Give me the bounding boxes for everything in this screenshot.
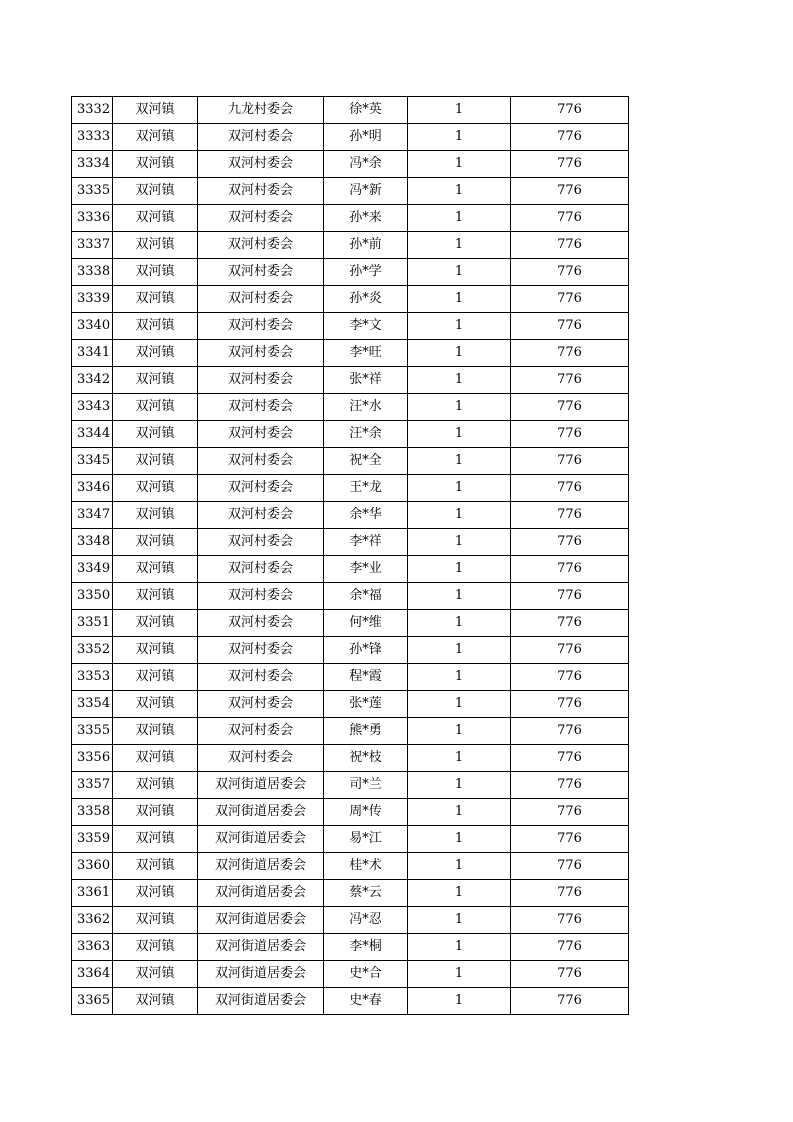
committee-cell: 双河村委会: [198, 664, 324, 691]
row-number-cell: 3358: [72, 799, 113, 826]
table-row: [72, 907, 629, 934]
name-cell: 蔡*云: [324, 880, 408, 907]
town-cell: 双河镇: [113, 151, 198, 178]
committee-cell: 双河村委会: [198, 502, 324, 529]
town-cell: 双河镇: [113, 691, 198, 718]
row-number-cell: 3364: [72, 961, 113, 988]
table-row: [72, 691, 629, 718]
committee-cell: 双河村委会: [198, 394, 324, 421]
table-row: [72, 637, 629, 664]
row-number-cell: 3349: [72, 556, 113, 583]
name-cell: 余*华: [324, 502, 408, 529]
table-row: [72, 124, 629, 151]
committee-cell: 双河村委会: [198, 529, 324, 556]
row-number-cell: 3345: [72, 448, 113, 475]
count-cell: 1: [408, 556, 511, 583]
row-number-cell: 3353: [72, 664, 113, 691]
amount-cell: 776: [511, 772, 629, 799]
amount-cell: 776: [511, 556, 629, 583]
name-cell: 祝*枝: [324, 745, 408, 772]
name-cell: 何*维: [324, 610, 408, 637]
town-cell: 双河镇: [113, 610, 198, 637]
count-cell: 1: [408, 853, 511, 880]
row-number-cell: 3355: [72, 718, 113, 745]
count-cell: 1: [408, 745, 511, 772]
count-cell: 1: [408, 529, 511, 556]
committee-cell: 双河村委会: [198, 205, 324, 232]
name-cell: 张*祥: [324, 367, 408, 394]
name-cell: 汪*水: [324, 394, 408, 421]
row-number-cell: 3354: [72, 691, 113, 718]
town-cell: 双河镇: [113, 529, 198, 556]
town-cell: 双河镇: [113, 340, 198, 367]
town-cell: 双河镇: [113, 583, 198, 610]
amount-cell: 776: [511, 151, 629, 178]
count-cell: 1: [408, 259, 511, 286]
committee-cell: 双河村委会: [198, 583, 324, 610]
count-cell: 1: [408, 97, 511, 124]
town-cell: 双河镇: [113, 880, 198, 907]
town-cell: 双河镇: [113, 259, 198, 286]
town-cell: 双河镇: [113, 745, 198, 772]
amount-cell: 776: [511, 664, 629, 691]
data-table: [71, 96, 629, 1015]
committee-cell: 双河村委会: [198, 232, 324, 259]
committee-cell: 双河街道居委会: [198, 961, 324, 988]
name-cell: 孙*炎: [324, 286, 408, 313]
town-cell: 双河镇: [113, 97, 198, 124]
row-number-cell: 3362: [72, 907, 113, 934]
town-cell: 双河镇: [113, 826, 198, 853]
committee-cell: 双河村委会: [198, 286, 324, 313]
committee-cell: 双河村委会: [198, 340, 324, 367]
committee-cell: 双河街道居委会: [198, 799, 324, 826]
amount-cell: 776: [511, 691, 629, 718]
name-cell: 孙*前: [324, 232, 408, 259]
count-cell: 1: [408, 286, 511, 313]
committee-cell: 双河村委会: [198, 124, 324, 151]
row-number-cell: 3344: [72, 421, 113, 448]
town-cell: 双河镇: [113, 502, 198, 529]
row-number-cell: 3343: [72, 394, 113, 421]
count-cell: 1: [408, 988, 511, 1015]
table-row: [72, 610, 629, 637]
count-cell: 1: [408, 340, 511, 367]
count-cell: 1: [408, 313, 511, 340]
row-number-cell: 3341: [72, 340, 113, 367]
amount-cell: 776: [511, 853, 629, 880]
name-cell: 孙*锋: [324, 637, 408, 664]
committee-cell: 双河村委会: [198, 259, 324, 286]
amount-cell: 776: [511, 934, 629, 961]
amount-cell: 776: [511, 718, 629, 745]
table-row: [72, 745, 629, 772]
committee-cell: 双河村委会: [198, 178, 324, 205]
count-cell: 1: [408, 772, 511, 799]
town-cell: 双河镇: [113, 718, 198, 745]
row-number-cell: 3365: [72, 988, 113, 1015]
count-cell: 1: [408, 178, 511, 205]
table-row: [72, 826, 629, 853]
table-row: [72, 853, 629, 880]
committee-cell: 双河村委会: [198, 718, 324, 745]
committee-cell: 双河村委会: [198, 556, 324, 583]
amount-cell: 776: [511, 232, 629, 259]
town-cell: 双河镇: [113, 907, 198, 934]
amount-cell: 776: [511, 475, 629, 502]
row-number-cell: 3342: [72, 367, 113, 394]
name-cell: 孙*学: [324, 259, 408, 286]
name-cell: 桂*术: [324, 853, 408, 880]
amount-cell: 776: [511, 124, 629, 151]
name-cell: 冯*忍: [324, 907, 408, 934]
count-cell: 1: [408, 826, 511, 853]
table-row: [72, 799, 629, 826]
committee-cell: 双河村委会: [198, 745, 324, 772]
amount-cell: 776: [511, 799, 629, 826]
committee-cell: 双河村委会: [198, 151, 324, 178]
town-cell: 双河镇: [113, 934, 198, 961]
row-number-cell: 3338: [72, 259, 113, 286]
count-cell: 1: [408, 448, 511, 475]
committee-cell: 双河村委会: [198, 691, 324, 718]
row-number-cell: 3335: [72, 178, 113, 205]
town-cell: 双河镇: [113, 799, 198, 826]
row-number-cell: 3351: [72, 610, 113, 637]
amount-cell: 776: [511, 988, 629, 1015]
count-cell: 1: [408, 502, 511, 529]
row-number-cell: 3339: [72, 286, 113, 313]
name-cell: 祝*全: [324, 448, 408, 475]
name-cell: 李*业: [324, 556, 408, 583]
count-cell: 1: [408, 664, 511, 691]
committee-cell: 双河街道居委会: [198, 826, 324, 853]
table-row: [72, 502, 629, 529]
committee-cell: 双河街道居委会: [198, 934, 324, 961]
name-cell: 李*祥: [324, 529, 408, 556]
row-number-cell: 3360: [72, 853, 113, 880]
committee-cell: 双河村委会: [198, 448, 324, 475]
name-cell: 史*春: [324, 988, 408, 1015]
amount-cell: 776: [511, 367, 629, 394]
amount-cell: 776: [511, 178, 629, 205]
town-cell: 双河镇: [113, 556, 198, 583]
count-cell: 1: [408, 934, 511, 961]
row-number-cell: 3350: [72, 583, 113, 610]
amount-cell: 776: [511, 826, 629, 853]
town-cell: 双河镇: [113, 394, 198, 421]
town-cell: 双河镇: [113, 178, 198, 205]
row-number-cell: 3347: [72, 502, 113, 529]
committee-cell: 双河街道居委会: [198, 772, 324, 799]
table-row: [72, 934, 629, 961]
name-cell: 张*莲: [324, 691, 408, 718]
count-cell: 1: [408, 691, 511, 718]
committee-cell: 双河街道居委会: [198, 853, 324, 880]
committee-cell: 双河村委会: [198, 475, 324, 502]
name-cell: 王*龙: [324, 475, 408, 502]
committee-cell: 双河村委会: [198, 367, 324, 394]
row-number-cell: 3361: [72, 880, 113, 907]
table-row: [72, 97, 629, 124]
count-cell: 1: [408, 961, 511, 988]
committee-cell: 双河村委会: [198, 313, 324, 340]
amount-cell: 776: [511, 448, 629, 475]
amount-cell: 776: [511, 583, 629, 610]
name-cell: 司*兰: [324, 772, 408, 799]
town-cell: 双河镇: [113, 367, 198, 394]
count-cell: 1: [408, 232, 511, 259]
table-row: [72, 583, 629, 610]
name-cell: 熊*勇: [324, 718, 408, 745]
committee-cell: 九龙村委会: [198, 97, 324, 124]
row-number-cell: 3333: [72, 124, 113, 151]
amount-cell: 776: [511, 97, 629, 124]
name-cell: 孙*来: [324, 205, 408, 232]
name-cell: 冯*新: [324, 178, 408, 205]
amount-cell: 776: [511, 880, 629, 907]
town-cell: 双河镇: [113, 772, 198, 799]
count-cell: 1: [408, 880, 511, 907]
town-cell: 双河镇: [113, 421, 198, 448]
committee-cell: 双河街道居委会: [198, 907, 324, 934]
row-number-cell: 3340: [72, 313, 113, 340]
amount-cell: 776: [511, 529, 629, 556]
committee-cell: 双河街道居委会: [198, 988, 324, 1015]
count-cell: 1: [408, 421, 511, 448]
table-row: [72, 718, 629, 745]
amount-cell: 776: [511, 745, 629, 772]
table-row: [72, 286, 629, 313]
committee-cell: 双河村委会: [198, 421, 324, 448]
count-cell: 1: [408, 205, 511, 232]
row-number-cell: 3352: [72, 637, 113, 664]
amount-cell: 776: [511, 961, 629, 988]
name-cell: 史*合: [324, 961, 408, 988]
amount-cell: 776: [511, 610, 629, 637]
name-cell: 汪*余: [324, 421, 408, 448]
town-cell: 双河镇: [113, 664, 198, 691]
name-cell: 李*文: [324, 313, 408, 340]
count-cell: 1: [408, 583, 511, 610]
row-number-cell: 3363: [72, 934, 113, 961]
town-cell: 双河镇: [113, 475, 198, 502]
table-row: [72, 556, 629, 583]
town-cell: 双河镇: [113, 124, 198, 151]
count-cell: 1: [408, 151, 511, 178]
amount-cell: 776: [511, 286, 629, 313]
count-cell: 1: [408, 637, 511, 664]
table-row: [72, 448, 629, 475]
town-cell: 双河镇: [113, 853, 198, 880]
count-cell: 1: [408, 367, 511, 394]
committee-cell: 双河村委会: [198, 610, 324, 637]
amount-cell: 776: [511, 313, 629, 340]
town-cell: 双河镇: [113, 448, 198, 475]
table-row: [72, 313, 629, 340]
row-number-cell: 3356: [72, 745, 113, 772]
amount-cell: 776: [511, 421, 629, 448]
amount-cell: 776: [511, 205, 629, 232]
name-cell: 李*旺: [324, 340, 408, 367]
count-cell: 1: [408, 610, 511, 637]
town-cell: 双河镇: [113, 232, 198, 259]
town-cell: 双河镇: [113, 205, 198, 232]
table-row: [72, 772, 629, 799]
table-row: [72, 988, 629, 1015]
count-cell: 1: [408, 475, 511, 502]
table-row: [72, 421, 629, 448]
table-row: [72, 151, 629, 178]
amount-cell: 776: [511, 259, 629, 286]
name-cell: 李*桐: [324, 934, 408, 961]
amount-cell: 776: [511, 340, 629, 367]
committee-cell: 双河村委会: [198, 637, 324, 664]
count-cell: 1: [408, 718, 511, 745]
row-number-cell: 3337: [72, 232, 113, 259]
row-number-cell: 3332: [72, 97, 113, 124]
table-row: [72, 961, 629, 988]
town-cell: 双河镇: [113, 637, 198, 664]
table-body: [72, 97, 629, 1015]
row-number-cell: 3357: [72, 772, 113, 799]
row-number-cell: 3334: [72, 151, 113, 178]
table-row: [72, 232, 629, 259]
amount-cell: 776: [511, 907, 629, 934]
table-row: [72, 880, 629, 907]
name-cell: 孙*明: [324, 124, 408, 151]
table-row: [72, 340, 629, 367]
town-cell: 双河镇: [113, 313, 198, 340]
row-number-cell: 3359: [72, 826, 113, 853]
table-row: [72, 205, 629, 232]
table-row: [72, 475, 629, 502]
town-cell: 双河镇: [113, 286, 198, 313]
amount-cell: 776: [511, 637, 629, 664]
table-row: [72, 178, 629, 205]
name-cell: 冯*余: [324, 151, 408, 178]
count-cell: 1: [408, 907, 511, 934]
row-number-cell: 3346: [72, 475, 113, 502]
count-cell: 1: [408, 799, 511, 826]
committee-cell: 双河街道居委会: [198, 880, 324, 907]
town-cell: 双河镇: [113, 961, 198, 988]
table-row: [72, 394, 629, 421]
name-cell: 易*江: [324, 826, 408, 853]
row-number-cell: 3348: [72, 529, 113, 556]
table-row: [72, 664, 629, 691]
count-cell: 1: [408, 394, 511, 421]
table-row: [72, 529, 629, 556]
table-row: [72, 367, 629, 394]
amount-cell: 776: [511, 502, 629, 529]
name-cell: 周*传: [324, 799, 408, 826]
amount-cell: 776: [511, 394, 629, 421]
town-cell: 双河镇: [113, 988, 198, 1015]
row-number-cell: 3336: [72, 205, 113, 232]
name-cell: 余*福: [324, 583, 408, 610]
name-cell: 徐*英: [324, 97, 408, 124]
table-row: [72, 259, 629, 286]
count-cell: 1: [408, 124, 511, 151]
name-cell: 程*霞: [324, 664, 408, 691]
